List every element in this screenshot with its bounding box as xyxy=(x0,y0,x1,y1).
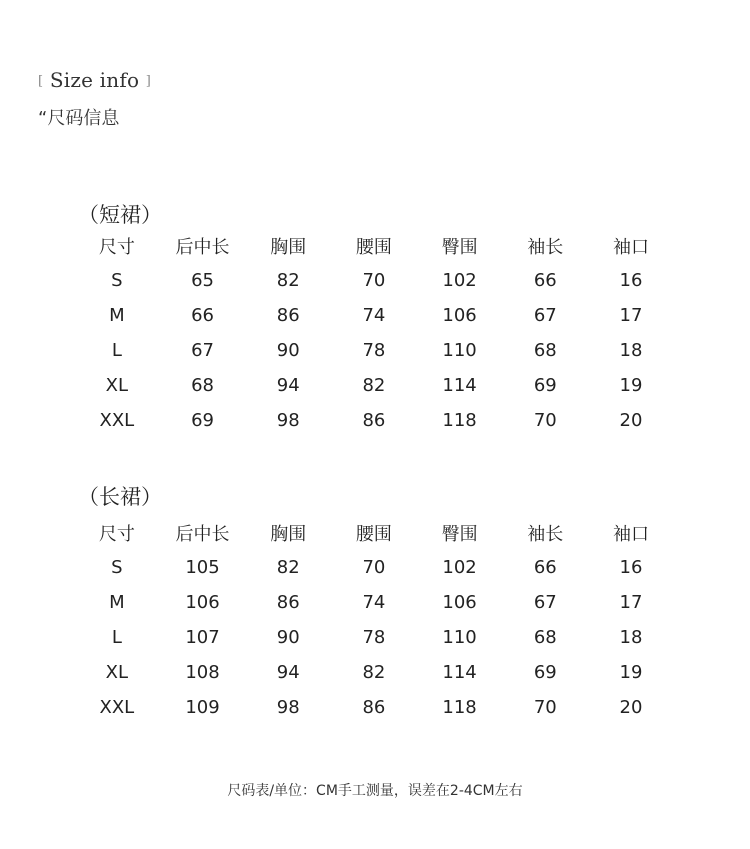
table-cell: L xyxy=(111,340,122,361)
table-cell: 69 xyxy=(533,662,557,683)
table-cell: 20 xyxy=(619,410,643,431)
table-cell: 20 xyxy=(619,697,643,718)
column-header: 袖口 xyxy=(612,236,649,258)
table-cell: 67 xyxy=(533,305,557,326)
column-header: 腰围 xyxy=(355,523,392,545)
table-cell: 18 xyxy=(619,627,643,648)
column-header: 尺寸 xyxy=(98,236,135,258)
table-cell: 110 xyxy=(442,340,477,361)
table-cell: 106 xyxy=(442,592,477,613)
table-row xyxy=(74,298,674,333)
table-cell: 105 xyxy=(185,557,220,578)
table-cell: 16 xyxy=(619,270,643,291)
column-header: 袖长 xyxy=(527,523,564,545)
table-cell: 86 xyxy=(362,410,386,431)
table-cell: 74 xyxy=(362,305,386,326)
table-cell: 68 xyxy=(191,375,214,396)
bracket-open: [ xyxy=(38,74,44,89)
table-cell: 102 xyxy=(442,270,477,291)
table-cell: 67 xyxy=(191,340,214,361)
table-cell: 69 xyxy=(533,375,557,396)
table-cell: 106 xyxy=(442,305,477,326)
bracket-close: ] xyxy=(145,74,152,89)
table-cell: 102 xyxy=(442,557,477,578)
table-cell: 74 xyxy=(362,592,386,613)
table-cell: 90 xyxy=(276,340,300,361)
table-cell: 16 xyxy=(619,557,643,578)
table-cell: 106 xyxy=(185,592,220,613)
table-cell: 82 xyxy=(276,557,300,578)
table-row xyxy=(74,690,674,725)
table-cell: XXL xyxy=(99,410,135,431)
table-cell: 19 xyxy=(619,375,643,396)
table-row xyxy=(74,550,674,585)
table-cell: 98 xyxy=(276,410,300,431)
column-header: 袖长 xyxy=(527,236,564,258)
table-cell: 69 xyxy=(191,410,214,431)
table-cell: 17 xyxy=(619,305,643,326)
table-cell: 114 xyxy=(442,375,477,396)
table-cell: M xyxy=(109,592,125,613)
table-cell: 66 xyxy=(191,305,214,326)
column-header: 胸围 xyxy=(270,523,307,545)
long-skirt-title: （长裙） xyxy=(78,485,162,509)
column-header: 后中长 xyxy=(175,236,230,258)
measurement-note: 尺码表/单位：CM手工测量，误差在2-4CM左右 xyxy=(227,783,523,799)
table-row xyxy=(74,585,674,620)
column-header: 腰围 xyxy=(355,236,392,258)
table-cell: 78 xyxy=(362,340,386,361)
table-row xyxy=(74,403,674,438)
table-cell: 110 xyxy=(442,627,477,648)
table-cell: 109 xyxy=(185,697,220,718)
table-cell: 66 xyxy=(533,557,557,578)
table-cell: 65 xyxy=(191,270,214,291)
short-skirt-size-table xyxy=(74,228,674,438)
table-header-row xyxy=(74,515,674,550)
table-cell: 67 xyxy=(533,592,557,613)
size-info-subtitle: “尺码信息 xyxy=(38,108,120,129)
table-cell: 70 xyxy=(533,697,557,718)
column-header: 后中长 xyxy=(175,523,230,545)
column-header: 尺寸 xyxy=(98,523,135,545)
table-cell: L xyxy=(111,627,122,648)
table-row xyxy=(74,333,674,368)
table-cell: 107 xyxy=(185,627,220,648)
table-cell: 118 xyxy=(442,410,477,431)
table-cell: 86 xyxy=(276,592,300,613)
table-cell: 17 xyxy=(619,592,643,613)
table-cell: 68 xyxy=(533,340,557,361)
short-skirt-title: （短裙） xyxy=(78,203,162,227)
table-cell: 108 xyxy=(185,662,220,683)
table-cell: XL xyxy=(105,375,129,396)
table-cell: 70 xyxy=(362,557,386,578)
table-cell: 19 xyxy=(619,662,643,683)
table-cell: S xyxy=(111,270,123,291)
table-cell: 82 xyxy=(362,662,386,683)
table-row xyxy=(74,620,674,655)
table-cell: 70 xyxy=(533,410,557,431)
table-header-row xyxy=(74,228,674,263)
column-header: 胸围 xyxy=(270,236,307,258)
column-header: 袖口 xyxy=(612,523,649,545)
table-cell: 68 xyxy=(533,627,557,648)
long-skirt-size-table xyxy=(74,515,674,725)
table-cell: 98 xyxy=(276,697,300,718)
table-row xyxy=(74,368,674,403)
table-cell: 94 xyxy=(276,375,300,396)
table-cell: 18 xyxy=(619,340,643,361)
table-cell: 66 xyxy=(533,270,557,291)
table-cell: M xyxy=(109,305,125,326)
table-cell: 86 xyxy=(276,305,300,326)
table-row xyxy=(74,655,674,690)
table-cell: 86 xyxy=(362,697,386,718)
table-cell: 78 xyxy=(362,627,386,648)
table-cell: XXL xyxy=(99,697,135,718)
table-row xyxy=(74,263,674,298)
column-header: 臀围 xyxy=(441,523,478,545)
table-cell: 118 xyxy=(442,697,477,718)
size-info-heading xyxy=(38,68,151,92)
table-cell: 82 xyxy=(276,270,300,291)
table-cell: S xyxy=(111,557,123,578)
table-cell: 82 xyxy=(362,375,386,396)
table-cell: 70 xyxy=(362,270,386,291)
table-cell: 94 xyxy=(276,662,300,683)
size-info-title: Size info xyxy=(49,68,140,92)
table-cell: 114 xyxy=(442,662,477,683)
column-header: 臀围 xyxy=(441,236,478,258)
table-cell: 90 xyxy=(276,627,300,648)
table-cell: XL xyxy=(105,662,129,683)
